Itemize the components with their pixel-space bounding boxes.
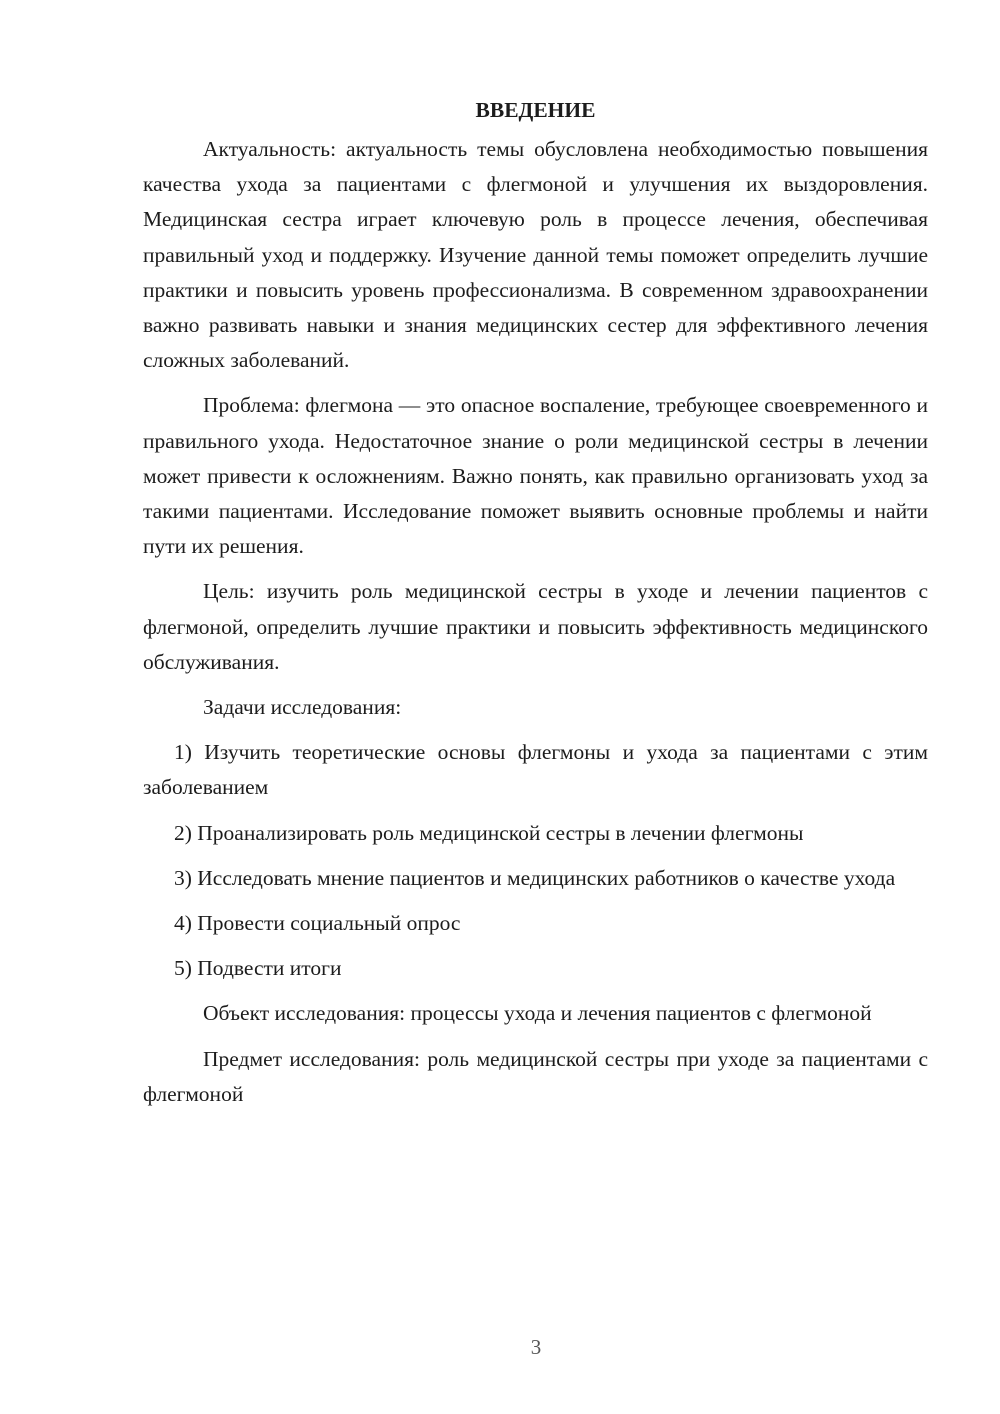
relevance-paragraph: Актуальность: актуальность темы обусловлена необходимостью повышения качества ухода за пациентами с флегмоной и улучшения их выздоровления. Медицинская сестра играет ключевую роль в процессе лечения, обеспечивая правильный уход и поддержку. Изучение данной темы поможет определить лучшие практики и повысить уровень профессионализма. В современном здравоохранении важно развивать навыки и знания медицинских сестер для эффективного лечения сложных заболеваний. bbox=[143, 137, 928, 373]
task-item-1: 1) Изучить теоретические основы флегмоны и ухода за пациентами с этим заболеванием bbox=[143, 740, 928, 800]
tasks-heading: Задачи исследования: bbox=[203, 695, 402, 720]
task-item-5: 5) Подвести итоги bbox=[174, 956, 342, 981]
task-item-2: 2) Проанализировать роль медицинской сестры в лечении флегмоны bbox=[174, 820, 804, 845]
object-paragraph: Объект исследования: процессы ухода и лечения пациентов с флегмоной bbox=[203, 1001, 872, 1026]
task-item-4: 4) Провести социальный опрос bbox=[174, 911, 461, 936]
problem-paragraph: Проблема: флегмона — это опасное воспаление, требующее своевременного и правильного ухода. Недостаточное знание о роли медицинской сестры в лечении может привести к осложнениям. Важно понять, как правильно организовать уход за такими пациентами. Исследование поможет выявить основные проблемы и найти пути их решения. bbox=[143, 393, 928, 559]
document-page bbox=[143, 93, 928, 1122]
subject-paragraph: Предмет исследования: роль медицинской сестры при уходе за пациентами с флегмоной bbox=[143, 1046, 928, 1106]
page-number: 3 bbox=[530, 1335, 542, 1359]
task-item-3: 3) Исследовать мнение пациентов и медицинских работников о качестве ухода bbox=[174, 865, 896, 890]
goal-paragraph: Цель: изучить роль медицинской сестры в уходе и лечении пациентов с флегмоной, определить лучшие практики и повысить эффективность медицинского обслуживания. bbox=[143, 579, 928, 674]
section-title: ВВЕДЕНИЕ bbox=[475, 98, 596, 122]
